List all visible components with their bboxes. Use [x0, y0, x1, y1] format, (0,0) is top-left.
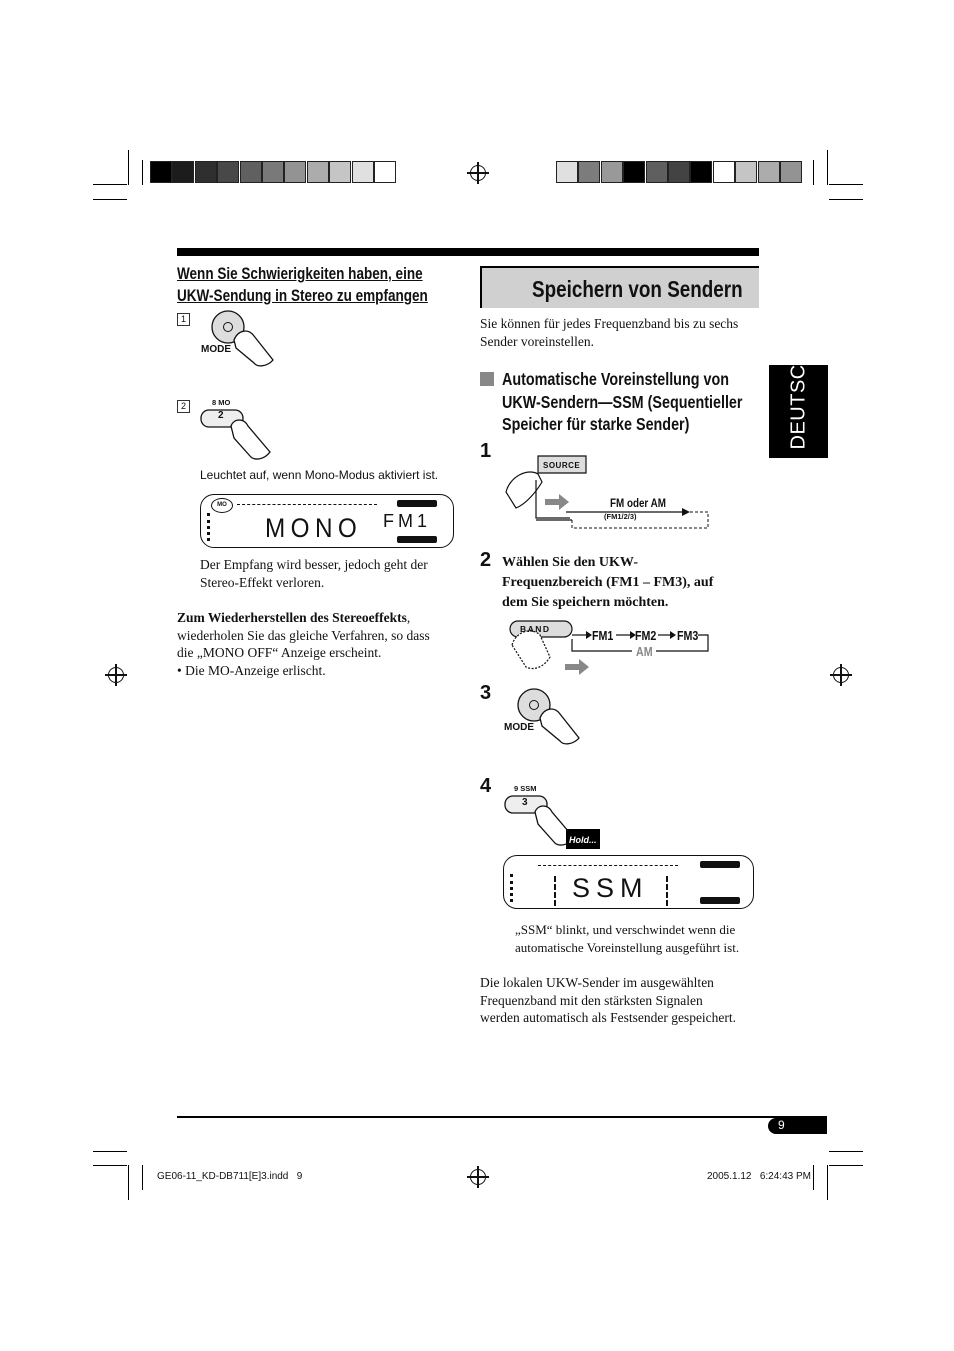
step2-text	[502, 553, 713, 613]
crop-mark	[142, 160, 143, 185]
fm3-label: FM3	[677, 628, 699, 643]
step-number: 1	[177, 313, 190, 326]
crop-mark	[128, 1165, 129, 1200]
subheading-line: Automatische Voreinstellung von	[502, 369, 729, 389]
step2-line: Wählen Sie den UKW-	[502, 555, 638, 570]
result-line: Stereo-Effekt verloren.	[200, 574, 325, 590]
footer-file: GE06-11_KD-DB711[E]3.indd 9	[157, 1171, 303, 1182]
step-number: 1	[480, 440, 492, 462]
left-heading-line1: Wenn Sie Schwierigkeiten haben, eine	[177, 265, 423, 283]
fm-or-am-label: FM oder AM	[610, 496, 666, 510]
level-ticks	[538, 865, 678, 868]
step-number: 2	[480, 549, 492, 571]
color-swatch	[240, 161, 262, 183]
color-swatch	[374, 161, 396, 183]
crop-mark	[93, 199, 127, 200]
band-cycle-arrows	[536, 500, 716, 530]
crop-mark	[813, 160, 814, 185]
lcd-side-bars	[510, 874, 519, 902]
mode-button-illustration	[198, 308, 288, 373]
mode-button-label: MODE	[201, 344, 231, 355]
color-swatch	[690, 161, 712, 183]
crop-mark	[827, 150, 828, 185]
ssm-caption-line: automatische Voreinstellung ausgeführt ist.	[515, 939, 740, 955]
intro-line: Sie können für jedes Frequenzband bis zu sechs	[480, 316, 739, 331]
step2-line: dem Sie speichern möchten.	[502, 595, 669, 610]
color-swatch	[150, 161, 172, 183]
color-swatch	[307, 161, 329, 183]
crop-mark	[142, 1165, 143, 1190]
color-swatch	[217, 161, 239, 183]
color-swatch	[668, 161, 690, 183]
am-label: AM	[636, 644, 653, 659]
registration-mark	[470, 165, 486, 181]
language-tab-label: DEUTSCH	[787, 349, 810, 450]
color-swatch	[780, 161, 802, 183]
step-number: 3	[480, 682, 492, 704]
color-swatch	[284, 161, 306, 183]
color-swatch	[735, 161, 757, 183]
crop-mark	[93, 1151, 127, 1152]
crop-mark	[829, 1165, 863, 1166]
page-number-badge	[768, 1118, 827, 1134]
preset-key-top-label: 9 SSM	[514, 784, 537, 793]
registration-mark	[108, 667, 124, 683]
mo-indicator-label: MO	[217, 502, 227, 508]
restore-bullet: • Die MO-Anzeige erlischt.	[177, 662, 326, 678]
lights-caption: Leuchtet auf, wenn Mono-Modus aktiviert ist.	[200, 468, 439, 482]
crop-mark	[93, 184, 127, 185]
color-swatch	[172, 161, 194, 183]
mode-button-illustration	[502, 686, 592, 751]
color-swatch	[578, 161, 600, 183]
step-number: 4	[480, 775, 492, 797]
preset-key-label: 3	[522, 797, 528, 808]
lcd-preset-label	[397, 536, 437, 543]
registration-mark	[833, 667, 849, 683]
closing-line: Die lokalen UKW-Sender im ausgewählten	[480, 975, 714, 990]
color-swatch	[623, 161, 645, 183]
left-heading-line2: UKW-Sendung in Stereo zu empfangen	[177, 287, 428, 305]
subheading-line: UKW-Sendern—SSM (Sequentieller	[502, 391, 743, 412]
top-rule	[177, 248, 759, 256]
color-swatch	[352, 161, 374, 183]
mode-button-label: MODE	[504, 722, 534, 733]
registration-mark	[470, 1169, 486, 1185]
step-number: 2	[177, 400, 190, 413]
restore-line: die „MONO OFF“ Anzeige erscheint.	[177, 645, 382, 660]
gray-arrow	[565, 659, 589, 675]
lcd-side-bars	[207, 513, 216, 541]
color-swatch	[329, 161, 351, 183]
lcd-preset-label	[397, 500, 437, 507]
lcd-main-text: SSM	[572, 873, 649, 903]
hold-label: Hold...	[569, 835, 597, 845]
subheading-line: Speicher für starke Sender)	[502, 414, 690, 434]
mo-indicator	[211, 498, 233, 513]
crop-mark	[829, 184, 863, 185]
language-tab	[769, 349, 828, 458]
color-swatch	[195, 161, 217, 183]
intro-line: Sender voreinstellen.	[480, 333, 594, 349]
crop-mark	[829, 199, 863, 200]
restore-comma: ,	[406, 610, 411, 625]
subheading	[502, 368, 743, 436]
ssm-caption	[515, 921, 739, 956]
crop-mark	[128, 150, 129, 185]
color-swatch	[556, 161, 578, 183]
closing-line: Frequenzband mit den stärksten Signalen	[480, 992, 703, 1008]
level-ticks	[237, 504, 377, 507]
crop-mark	[827, 1165, 828, 1200]
left-heading	[177, 263, 483, 307]
lcd-display-ssm	[503, 855, 754, 909]
bottom-rule	[177, 1116, 827, 1118]
section-title-box	[480, 266, 759, 308]
lcd-preset-label	[700, 897, 740, 904]
footer-timestamp: 2005.1.12 6:24:43 PM	[707, 1171, 811, 1182]
section-title: Speichern von Sendern	[532, 276, 743, 302]
lcd-display-mono	[200, 494, 454, 548]
closing-text	[480, 974, 736, 1027]
fm-sub-label: (FM1/2/3)	[604, 512, 637, 521]
fm1-label: FM1	[592, 628, 614, 643]
color-swatch	[646, 161, 668, 183]
intro-text	[480, 315, 738, 350]
lcd-band-text: FM1	[383, 511, 431, 531]
result-text	[200, 556, 428, 591]
lcd-blink-rays	[554, 876, 668, 906]
closing-line: werden automatisch als Festsender gespeichert.	[480, 1010, 737, 1025]
preset-key-top-label: 8 MO	[212, 398, 231, 407]
fm2-label: FM2	[635, 628, 657, 643]
lcd-preset-label	[700, 861, 740, 868]
color-swatch	[713, 161, 735, 183]
source-button-label: SOURCE	[543, 461, 581, 470]
ssm-caption-line: „SSM“ blinkt, und verschwindet wenn die	[515, 922, 736, 937]
page-number: 9	[778, 1118, 785, 1132]
color-swatch	[262, 161, 284, 183]
crop-mark	[93, 1165, 127, 1166]
subheading-marker	[480, 372, 494, 386]
color-swatch	[758, 161, 780, 183]
result-line: Der Empfang wird besser, jedoch geht der	[200, 557, 428, 572]
restore-paragraph	[177, 609, 430, 679]
color-swatch	[601, 161, 623, 183]
crop-mark	[813, 1165, 814, 1190]
band-button-label: BAND	[520, 624, 551, 634]
restore-line: wiederholen Sie das gleiche Verfahren, so dass	[177, 627, 430, 643]
lcd-main-text: MONO	[265, 513, 363, 543]
preset-key-illustration	[198, 406, 288, 468]
restore-bold: Zum Wiederherstellen des Stereoeffekts	[177, 610, 407, 625]
step2-line: Frequenzbereich (FM1 – FM3), auf	[502, 575, 714, 590]
preset-key-label: 2	[218, 410, 224, 421]
hold-badge	[566, 829, 600, 849]
crop-mark	[829, 1151, 863, 1152]
